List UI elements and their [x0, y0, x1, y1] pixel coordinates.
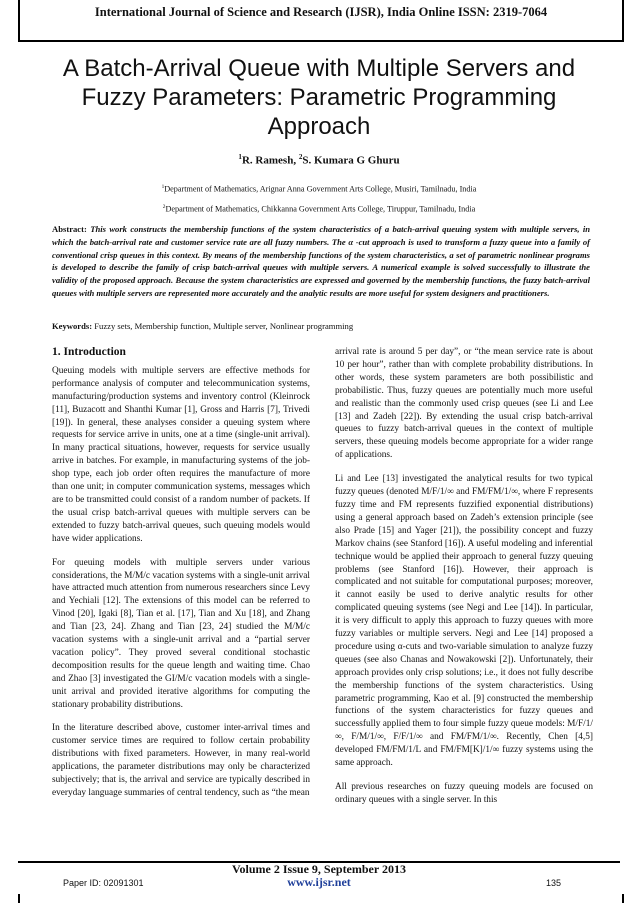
paragraph: arrival rate is around 5 per day”, or “the mean service rate is about 10 per hour”, rather than with complete probability distributions. In other words, these system parameters are both possibilistic and probabilistic. Thus, fuzzy queues are potentially much more useful and realistic than the commonly used crisp queues (see Li and Lee [13] and Zadeh [22]). By extending the usual crisp batch-arrival queues to fuzzy batch-arrival queues in the context of multiple servers, these queuing models become appropriate for a wider range of applications. — [335, 347, 593, 461]
abstract — [52, 223, 590, 300]
header-frame — [18, 0, 624, 42]
footer-volume: Volume 2 Issue 9, September 2013 — [231, 862, 406, 876]
author1-name: R. Ramesh, — [241, 154, 299, 167]
keywords-text: Fuzzy sets, Membership function, Multiple server, Nonlinear programming — [94, 321, 354, 331]
left-column — [52, 346, 310, 811]
affiliation-2-text: Department of Mathematics, Chikkanna Government Arts College, Tiruppur, Tamilnadu, India — [165, 204, 476, 214]
paragraph: In the literature described above, customer inter-arrival times and customer service times are required to follow certain probability distributions with fixed parameters. However, in many real-world applications, the parameter distributions may only be characterized subjectively; that is, the arrival and service are typically described in everyday language summaries of central tendency, such as “the mean — [52, 723, 310, 798]
footer-frame — [18, 894, 624, 903]
paragraph: Li and Lee [13] investigated the analytical results for two typical fuzzy queues (denoted M/F/1/∞ and FM/FM/1/∞, where F represents fuzzy time and FM represents fuzzified exponential distributions) using a general approach based on Zadeh’s extension principle (see also Prade [15] and Yager [21]), the possibility concept and fuzzy Markov chains (see Stanford [16]). A useful modeling and inferential technique would be applied their approach to general fuzzy queuing problems (see Stanford [16]). However, their approach is complicated and not suitable for computational purposes; moreover, it cannot easily be used to derive analytic results for other complicated queuing systems (see Negi and Lee [14]). In particular, it is very difficult to apply this approach to fuzzy queues with more fuzzy variables or multiple servers. Negi and Lee [14] proposed a procedure using α-cuts and two-variable simulation to analyze fuzzy queues (see also Chanas and Nowakowski [2]). Unfortunately, their approach provides only crisp solutions; i.e., it does not fully describe the membership functions of the system characteristics. Using parametric programming, Kao et al. [9] constructed the membership functions of the system characteristics for fuzzy queues and successfully applied them to four simple fuzzy queue models: M/F/1/∞, F/M/1/∞, F/F/1/∞ and FM/FM/1/∞. Recently, Chen [4,5] developed FM/FM/1/L and FM/FM[K]/1/∞ fuzzy systems using the same approach. — [335, 474, 593, 769]
affiliation-1-number: 1 — [161, 184, 165, 190]
journal-header: International Journal of Science and Research (IJSR), India Online ISSN: 2319-7064 — [94, 5, 548, 19]
footer-url-link[interactable]: www.ijsr.net — [287, 875, 351, 889]
section-heading: 1. Introduction — [52, 346, 126, 358]
affiliation-1 — [0, 184, 638, 194]
abstract-label: Abstract: — [52, 224, 87, 234]
affiliation-2-number: 2 — [162, 204, 166, 210]
keywords-label: Keywords: — [52, 321, 93, 331]
affiliation-1-text: Department of Mathematics, Arignar Anna Government Arts College, Musiri, Tamilnadu, India — [164, 184, 477, 194]
page-number: 135 — [546, 878, 562, 888]
author2-name: S. Kumara G Ghuru — [302, 154, 400, 167]
keywords — [52, 321, 590, 331]
paper-title: A Batch-Arrival Queue with Multiple Servers and Fuzzy Parameters: Parametric Programming Approach — [62, 55, 576, 140]
paragraph: For queuing models with multiple servers under various considerations, the M/M/c vacation systems with a single-unit arrival have attracted much attention from numerous researchers since Levy and Yechiali [12]. The extensions of this model can be referred to Vinod [20], Igaki [8], Tian et al. [17], Tian and Xu [18], and Zhang and Tian [23, 24]. Zhang and Tian [23, 24] studied the M/M/c vacation systems with a single-unit arrival and a “partial server vacation policy”. They proved several conditional stochastic decomposition results for the queue length and waiting time. Chao and Zhao [3] investigated the GI/M/c vacation models with a single-unit arrival and provided iterative algorithms for computing the stationary probability distributions. — [52, 557, 310, 710]
author2-number: 2 — [298, 153, 303, 161]
paragraph: Queuing models with multiple servers are effective methods for performance analysis of computer and telecommunication systems, manufacturing/production systems and inventory control (Kleinrock [11], Buzacott and Shanthi Kumar [1], Gross and Harris [7], Trivedi [19]). In general, these analyses consider a queuing system where requests for service arrive in units, one at a time (single-unit arrival). In many practical situations, however, requests for service usually arrive in batches. For example, in manufacturing systems of the job-shop type, each job order often requires the manufacture of more than one unit; in computer communication systems, messages which are to be transmitted could consist of a random number of packets. If the usual crisp batch-arrival queues with multiple servers can be extended to fuzzy batch-arrival queues, such queuing models would have wider applications. — [52, 365, 310, 544]
author1-number: 1 — [238, 153, 242, 161]
affiliation-2 — [0, 204, 638, 214]
authors — [0, 153, 638, 167]
right-column — [335, 346, 593, 818]
footer-paper-id: Paper ID: 02091301 — [63, 878, 144, 888]
abstract-text: This work constructs the membership functions of the system characteristics of a batch-arrival queuing system with multiple servers, in which the batch-arrival rate and customer service rate are all fuzzy numbers. The α -cut approach is used to transform a fuzzy queue into a family of conventional crisp queues in this context. By means of the membership functions of the system characteristics, a set of parametric nonlinear programs is developed to describe the family of crisp batch-arrival queues with multiple servers. A numerical example is solved successfully to illustrate the validity of the proposed approach. Because the system characteristics are expressed and governed by the membership functions, the fuzzy batch-arrival queues with multiple servers are represented more accurately and the analytic results are more useful for system designers and practitioners. — [52, 224, 590, 298]
paragraph: All previous researches on fuzzy queuing models are focused on ordinary queues with a single server. In this — [335, 782, 593, 805]
